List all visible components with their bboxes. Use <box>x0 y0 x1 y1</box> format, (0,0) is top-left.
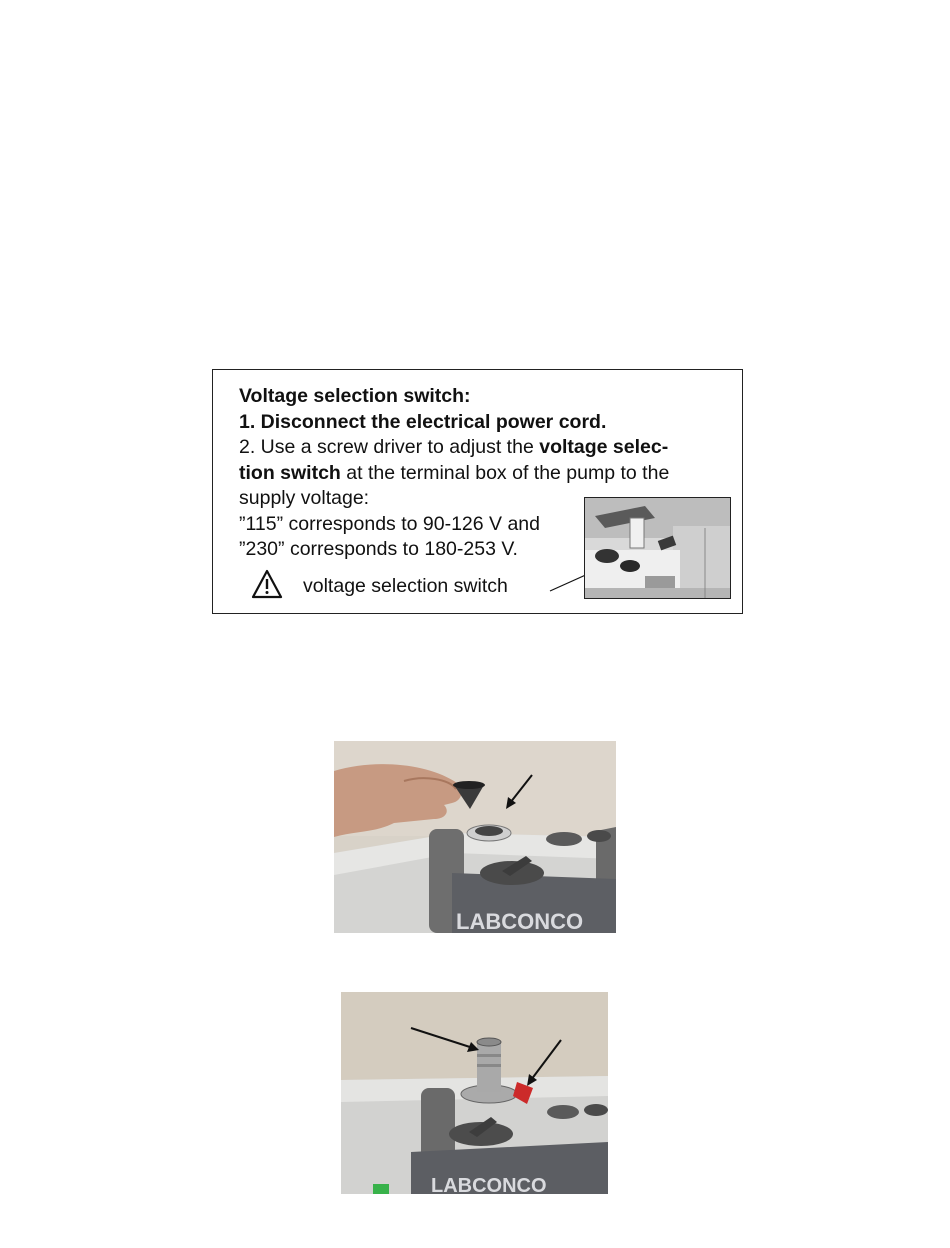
step2-bold-1: voltage selec- <box>539 436 669 458</box>
labconco-logo-1: LABCONCO <box>456 909 584 933</box>
notice-step-2-line-1 <box>239 435 719 461</box>
notice-step-2-line-3: supply voltage: <box>239 487 370 509</box>
warning-triangle-icon <box>251 569 283 604</box>
step2-post-1: at the terminal box of the pump to the <box>340 461 670 484</box>
labconco-logo-2: LABCONCO <box>431 1175 547 1194</box>
voltage-notice-box <box>212 369 743 614</box>
step2-pre: 2. Use a screw driver to adjust the <box>239 436 540 458</box>
notice-step-1: 1. Disconnect the electrical power cord. <box>239 410 607 433</box>
notice-115: ”115” corresponds to 90-126 V and <box>239 512 540 535</box>
inlet-screen-photo <box>334 741 616 933</box>
voltage-switch-label: voltage selection switch <box>303 574 508 597</box>
warning-row <box>251 570 508 602</box>
notice-title: Voltage selection switch: <box>239 385 471 407</box>
inlet-fitting-photo <box>341 992 608 1194</box>
notice-step-2-line-2 <box>239 461 719 487</box>
step2-bold-2: tion switch <box>239 461 341 484</box>
notice-230: ”230” corresponds to 180-253 V. <box>239 538 518 560</box>
pump-terminal-box-photo <box>584 497 731 599</box>
